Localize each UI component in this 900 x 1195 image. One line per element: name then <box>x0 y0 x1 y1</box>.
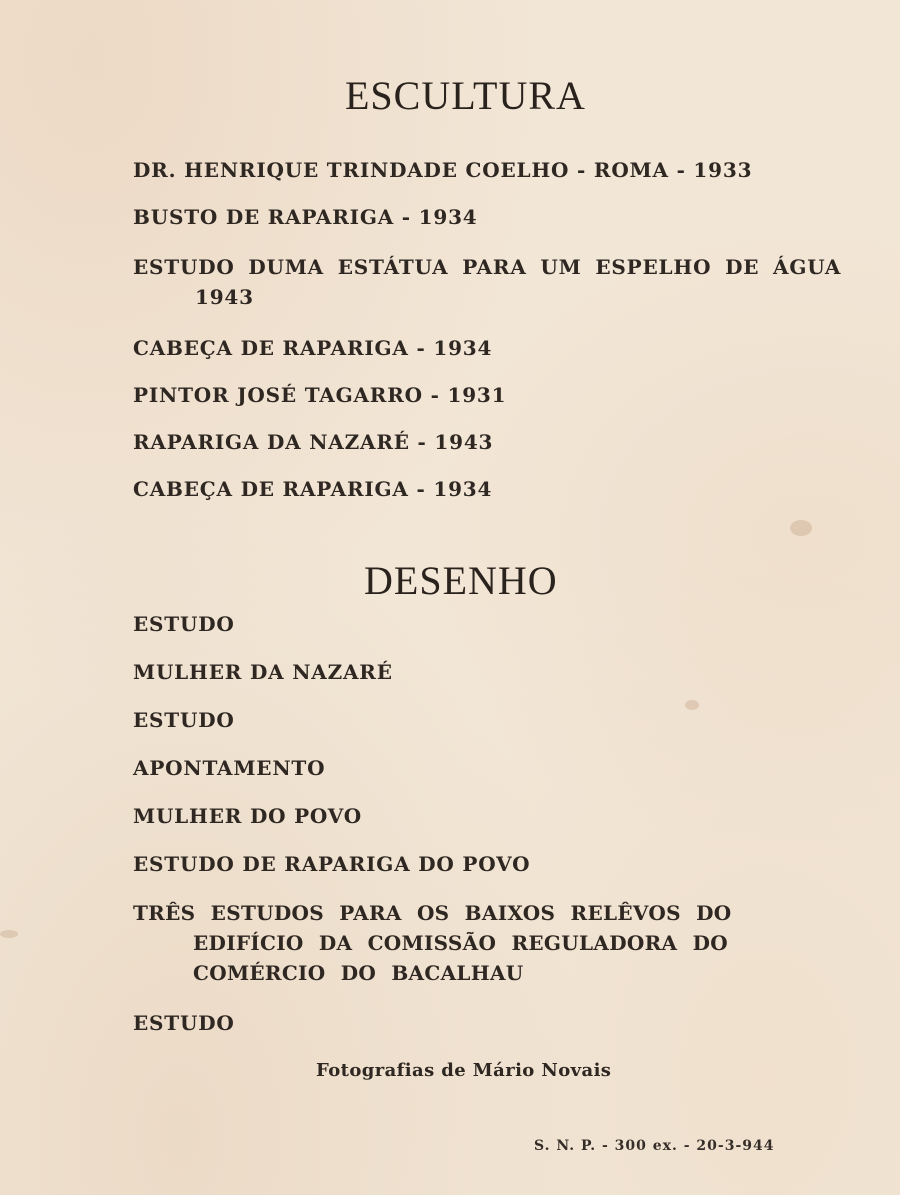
desenho-item: APONTAMENTO <box>133 756 326 780</box>
escultura-item: DR. HENRIQUE TRINDADE COELHO - ROMA - 1933 <box>133 158 753 182</box>
desenho-item: ESTUDO DE RAPARIGA DO POVO <box>133 852 531 876</box>
desenho-item: TRÊS ESTUDOS PARA OS BAIXOS RELÊVOS DO EDIFÍCIO DA COMISSÃO REGULADORA DO COMÉRCIO DO BACALHAU <box>133 901 732 985</box>
paper-stain <box>790 520 812 536</box>
imprint-line: S. N. P. - 300 ex. - 20-3-944 <box>534 1138 775 1154</box>
escultura-item: RAPARIGA DA NAZARÉ - 1943 <box>133 430 494 454</box>
section-heading-desenho: DESENHO <box>364 558 558 603</box>
paper-stain <box>685 700 699 710</box>
desenho-item: ESTUDO <box>133 708 235 732</box>
desenho-item: ESTUDO <box>133 1011 235 1035</box>
paper-stain <box>0 930 18 938</box>
escultura-item: ESTUDO DUMA ESTÁTUA PARA UM ESPELHO DE ÁGUA 1943 <box>133 255 842 309</box>
photo-credit: Fotografias de Mário Novais <box>316 1060 612 1081</box>
desenho-item: MULHER DA NAZARÉ <box>133 660 393 684</box>
escultura-item: BUSTO DE RAPARIGA - 1934 <box>133 205 478 229</box>
desenho-item: MULHER DO POVO <box>133 804 362 828</box>
section-heading-escultura: ESCULTURA <box>345 73 586 118</box>
escultura-item: CABEÇA DE RAPARIGA - 1934 <box>133 477 493 501</box>
escultura-item: CABEÇA DE RAPARIGA - 1934 <box>133 336 493 360</box>
escultura-item: PINTOR JOSÉ TAGARRO - 1931 <box>133 383 507 407</box>
desenho-item: ESTUDO <box>133 612 235 636</box>
